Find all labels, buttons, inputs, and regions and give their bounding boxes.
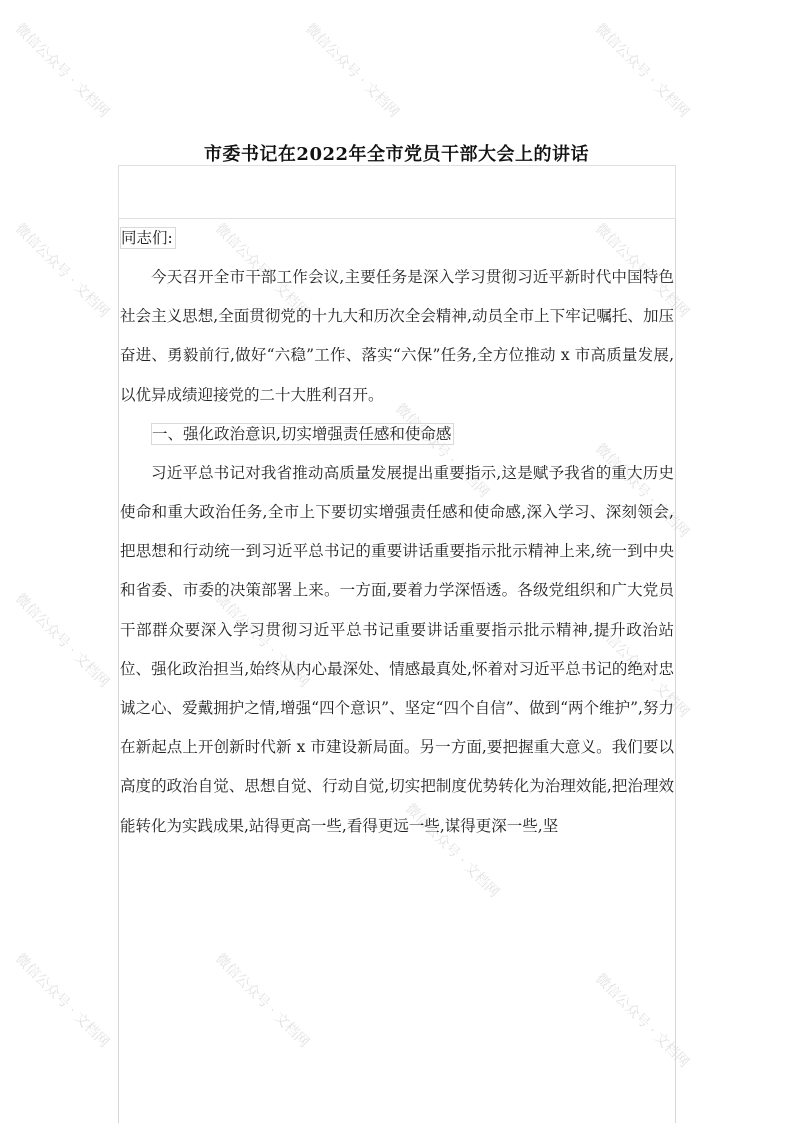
document-title: 市委书记在2022年全市党员干部大会上的讲话 — [203, 144, 590, 166]
watermark: 微信公众号 · 文档网 — [211, 950, 312, 1051]
watermark: 微信公众号 · 文档网 — [11, 590, 112, 691]
document-body — [120, 219, 674, 846]
watermark: 微信公众号 · 文档网 — [301, 20, 402, 121]
greeting — [120, 219, 674, 258]
watermark: 微信公众号 · 文档网 — [11, 220, 112, 321]
header-spacer-box — [118, 165, 676, 219]
watermark: 微信公众号 · 文档网 — [401, 800, 502, 901]
greeting-text: 同志们: — [120, 227, 176, 249]
paragraph-section-1: 习近平总书记对我省推动高质量发展提出重要指示,这是赋予我省的重大历史使命和重大政治任务,全市上下要切实增强责任感和使命感,深入学习、深刻领会,把思想和行动统一到习近平总书记的重要讲话重要指示批示精神上来,统一到中央和省委、市委的决策部署上来。一方面,要着力学深悟透。各级党组织和广大党员干部群众要深入学习贯彻习近平总书记重要讲话重要指示批示精神,提升政治站位、强化政治担当,始终从内心最深处、情感最真处,怀着对习近平总书记的绝对忠诚之心、爱戴拥护之情,增强“四个意识”、坚定“四个自信”、做到“两个维护”,努力在新起点上开创新时代新 x 市建设新局面。另一方面,要把握重大意义。我们要以高度的政治自觉、思想自觉、行动自觉,切实把制度优势转化为治理效能,把治理效能转化为实践成果,站得更高一些,看得更远一些,谋得更深一些,坚 — [120, 463, 674, 835]
watermark: 微信公众号 · 文档网 — [11, 950, 112, 1051]
watermark: 微信公众号 · 文档网 — [591, 970, 692, 1071]
watermark: 微信公众号 · 文档网 — [591, 20, 692, 121]
section-heading-text: 一、强化政治意识,切实增强责任感和使命感 — [151, 423, 454, 445]
section-heading-1 — [120, 415, 674, 454]
watermark: 微信公众号 · 文档网 — [591, 620, 692, 721]
watermark: 微信公众号 · 文档网 — [391, 400, 492, 501]
watermark: 微信公众号 · 文档网 — [591, 440, 692, 541]
watermark: 微信公众号 · 文档网 — [211, 220, 312, 321]
watermark: 微信公众号 · 文档网 — [11, 20, 112, 121]
watermark: 微信公众号 · 文档网 — [211, 590, 312, 691]
paragraph-intro: 今天召开全市干部工作会议,主要任务是深入学习贯彻习近平新时代中国特色社会主义思想,全面贯彻党的十九大和历次全会精神,动员全市上下牢记嘱托、加压奋进、勇毅前行,做好“六稳”工作、落实“六保”任务,全方位推动 x 市高质量发展,以优异成绩迎接党的二十大胜利召开。 — [120, 268, 674, 404]
watermark: 微信公众号 · 文档网 — [591, 220, 692, 321]
